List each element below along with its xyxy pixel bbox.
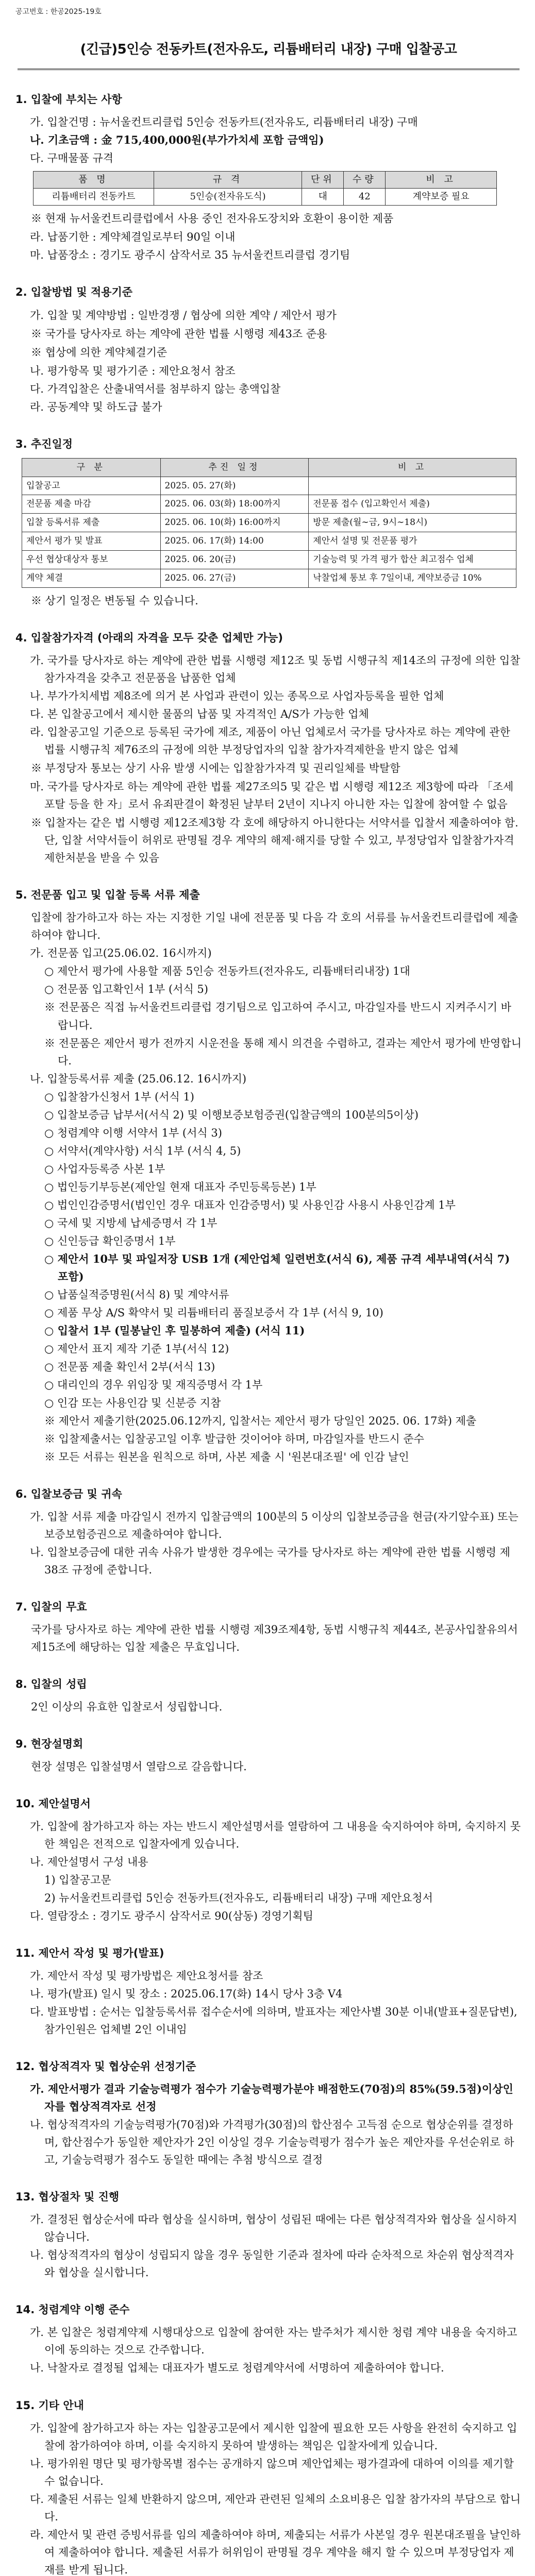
list-item: 가. 입찰에 참가하고자 하는 자는 입찰공고문에서 제시한 입찰에 필요한 모든 사항을 완전히 숙지하고 입찰에 참가하여야 하며, 이를 숙지하지 못하여 발생하는 책임은 입찰자에게 있습니다. [30,2421,517,2452]
table-cell: 2025. 06. 10(화) 16:00까지 [160,514,309,532]
table-cell: 낙찰업체 통보 후 7일이내, 계약보증금 10% [309,569,516,588]
section-site-briefing [15,1735,522,1775]
list-item: 마. 국가를 당사자로 하는 계약에 관한 법률 제27조의5 및 같은 법 시행령 제12조 제3항에 따라 「조세포탈 등을 한 자」로서 유죄판결이 확정된 날부터 2년이 지나지 아니한 자는 입찰에 참여할 수 없음 [30,781,514,811]
list-item: 가. 본 입찰은 청렴계약제 시행대상으로 입찰에 참여한 자는 발주처가 제시한 청렴 계약 내용을 숙지하고 이에 동의하는 것으로 간주합니다. [30,2326,517,2357]
table-header-row [34,171,497,188]
table-cell: 2025. 06. 17(화) 14:00 [160,532,309,551]
section-heading: 12. 협상적격자 및 협상순위 선정기준 [15,2060,196,2073]
note: ※ 전문품은 직접 뉴서울컨트리클럽 경기팀으로 입고하여 주시고, 마감일자를 반드시 지켜주시기 바랍니다. [44,1001,511,1031]
table-cell: 2025. 05. 27(화) [160,477,309,495]
section-body: 국가를 당사자로 하는 계약에 관한 법률 시행령 제39조제4항, 동법 시행규칙 제44조, 본공사입찰유의서 제15조에 해당하는 입찰 제출은 무효입니다. [31,1623,518,1653]
table-header: 수량 [344,171,386,188]
note: ※ 국가를 당사자로 하는 계약에 관한 법률 시행령 제43조 준용 [31,327,327,340]
note: ※ 부정당자 통보는 상기 사유 발생 시에는 입찰참가자격 및 권리일체를 박탈함 [31,762,400,775]
list-item: 가. 입찰 및 계약방법 : 일반경쟁 / 협상에 의한 계약 / 제안서 평가 [30,309,337,321]
table-header: 구 분 [22,458,161,477]
section-heading: 6. 입찰보증금 및 귀속 [15,1487,122,1500]
table-row [34,189,497,206]
list-item: ○ 인감 또는 사용인감 및 신분증 지참 [44,1396,221,1409]
section-heading: 8. 입찰의 성립 [15,1678,87,1691]
table-cell [309,477,516,495]
section-heading: 15. 기타 안내 [15,2399,84,2412]
section-heading: 9. 현장설명회 [15,1738,83,1751]
list-item: 나. 입찰등록서류 제출 (25.06.12. 16시까지) [30,1072,247,1085]
list-item: ○ 납품실적증명원(서식 8) 및 계약서류 [44,1288,229,1301]
list-item: 가. 결정된 협상순서에 따라 협상을 실시하며, 협상이 성립된 때에는 다른 협상적격자와 협상을 실시하지 않습니다. [30,2213,517,2244]
table-row [22,569,516,588]
list-item: 가. 제안서평가 결과 기술능력평가 점수가 기술능력평가분야 배점한도(70점)의 85%(59.5점)이상인 자를 협상적격자로 선정 [30,2082,513,2113]
schedule-table-body [22,477,516,588]
note: ※ 상기 일정은 변동될 수 있습니다. [31,595,198,607]
list-item: 다. 발표방법 : 순서는 입찰등록서류 접수순서에 의하며, 발표자는 제안사별 30분 이내(발표+질문답변), 참가인원은 업체별 2인 이내임 [30,2006,517,2036]
list-item: 라. 납품기한 : 계약체결일로부터 90일 이내 [30,231,236,244]
table-cell: 계약보증 필요 [386,189,497,206]
table-cell: 입찰 등록서류 제출 [22,514,161,532]
list-item: 나. 부가가치세법 제8조에 의거 본 사업과 관련이 있는 종목으로 사업자등록을 필한 업체 [30,690,444,703]
schedule-table [22,458,516,588]
table-cell: 제안서 평가 및 발표 [22,532,161,551]
table-cell: 전문품 제출 마감 [22,495,161,514]
note: ※ 전문품은 제안서 평가 전까지 시운전을 통해 제시 의견을 수렴하고, 결과는 제안서 평가에 반영합니다. [44,1037,522,1067]
table-cell: 기술능력 및 가격 평가 합산 최고점수 업체 [309,551,516,569]
section-negotiation-criteria [15,2058,522,2168]
section-evaluation [15,1944,522,2038]
list-item: 나. 협상적격자의 협상이 성립되지 않을 경우 동일한 기준과 절차에 따라 순차적으로 차순위 협상적격자와 협상을 실시합니다. [30,2249,514,2279]
list-item: 1) 입찰공고문 [44,1874,111,1887]
table-header: 추진 일정 [160,458,309,477]
table-cell: 방문 제출(월∼금, 9시∼18시) [309,514,516,532]
list-item: ○ 전문품 입고확인서 1부 (서식 5) [44,983,208,996]
section-submission [15,886,522,1466]
list-item: 다. 본 입찰공고에서 제시한 물품의 납품 및 자격적인 A/S가 가능한 업체 [30,708,369,721]
table-header-row [22,458,516,477]
table-row [22,477,516,495]
list-item: ○ 법인인감증명서(법인인 경우 대표자 인감증명서) 및 사용인감 사용시 사용인감계 1부 [44,1198,456,1211]
list-item: ○ 사업자등록증 사본 1부 [44,1162,165,1175]
page-title: (긴급)5인승 전동카트(전자유도, 리튬배터리 내장) 구매 입찰공고 [18,39,520,70]
list-item: ○ 제안서 표지 제작 기준 1부(서식 12) [44,1342,229,1355]
list-item: 나. 평가항목 및 평가기준 : 제안요청서 참조 [30,364,236,377]
list-item: 나. 협상적격자의 기술능력평가(70점)와 가격평가(30점)의 합산점수 고득점 순으로 협상순위를 결정하며, 합산점수가 동일한 제안자가 2인 이상일 경우 기술능력평가 점수가 높은 제안자를 우선순위로 하고, 기술능력평가 점수도 동일한 때에는 추첨 방식으로 결정 [30,2119,514,2166]
list-item: ○ 입찰서 1부 (밀봉날인 후 밀봉하여 제출) (서식 11) [44,1324,305,1337]
table-cell: 2025. 06. 27(금) [160,569,309,588]
table-cell: 42 [344,189,386,206]
section-invalid-bids [15,1598,522,1656]
list-item: ○ 입찰보증금 납부서(서식 2) 및 이행보증보험증권(입찰금액의 100분의5이상) [44,1108,419,1121]
list-item: 가. 제안서 작성 및 평가방법은 제안요청서를 참조 [30,1970,263,1982]
note: ※ 협상에 의한 계약체결기준 [31,346,168,359]
table-cell: 2025. 06. 03(화) 18:00까지 [160,495,309,514]
list-item: ○ 서약서(계약사항) 서식 1부 (서식 4, 5) [44,1144,241,1157]
table-cell: 입찰공고 [22,477,161,495]
list-item: 라. 공동계약 및 하도급 불가 [30,400,162,413]
table-cell: 대 [302,189,344,206]
section-heading: 2. 입찰방법 및 적용기준 [15,286,133,299]
list-item: ○ 신인등급 확인증명서 1부 [44,1234,176,1247]
list-item: ○ 제안서 평가에 사용할 제품 5인승 전동카트(전자유도, 리튬배터리내장) 1대 [44,965,410,978]
list-item: 나. 평가위원 명단 및 평가항목별 점수는 공개하지 않으며 제안업체는 평가결과에 대하여 이의를 제기할 수 없습니다. [30,2457,514,2487]
list-item: ○ 입찰참가신청서 1부 (서식 1) [44,1090,194,1103]
list-item: 다. 가격입찰은 산출내역서를 첨부하지 않는 총액입찰 [30,382,281,395]
note: ※ 입찰자는 같은 법 시행령 제12조제3항 각 호에 해당하지 아니한다는 서약서를 입찰서 제출하여야 함. 단, 입찰 서약서들이 허위로 판명될 경우 계약의 해제·해지를 당할 수 있고, 부정당업자 입찰참가자격제한처분을 받을 수 있음 [31,817,519,865]
table-cell: 리튬배터리 전동카트 [34,189,154,206]
note: ※ 현재 뉴서울컨트리클럽에서 사용 중인 전자유도장치와 호환이 용이한 제품 [31,212,394,225]
list-item: ○ 국세 및 지방세 납세증명서 각 1부 [44,1216,218,1229]
section-heading: 4. 입찰참가자격 (아래의 자격을 모두 갖춘 업체만 가능) [15,632,283,645]
list-item: ○ 제품 무상 A/S 확약서 및 리튬배터리 품질보증서 각 1부 (서식 9, 10) [44,1306,383,1319]
table-row [22,514,516,532]
table-row [22,551,516,569]
list-item: ○ 법인등기부등본(제안일 현재 대표자 주민등록등본) 1부 [44,1180,316,1193]
list-item: 나. 기초금액 : 金 715,400,000원(부가가치세 포함 금액임) [30,133,324,146]
section-heading: 11. 제안서 작성 및 평가(발표) [15,1947,164,1960]
section-heading: 7. 입찰의 무효 [15,1600,87,1613]
list-item: 2) 뉴서울컨트리클럽 5인승 전동카트(전자유도, 리튬배터리 내장) 구매 제안요청서 [44,1892,433,1905]
table-header: 규 격 [154,171,302,188]
section-heading: 1. 입찰에 부치는 사항 [15,93,122,106]
list-item: 가. 입찰건명 : 뉴서울컨트리클럽 5인승 전동카트(전자유도, 리튬배터리 내장) 구매 [30,115,418,128]
list-item: ○ 제안서 10부 및 파일저장 USB 1개 (제안업체 일련번호(서식 6), 제품 규격 세부내역(서식 7) 포함) [44,1252,510,1283]
list-item: 마. 납품장소 : 경기도 광주시 삼작서로 35 뉴서울컨트리클럽 경기팀 [30,249,350,262]
table-row [22,532,516,551]
list-item: 다. 제출된 서류는 일체 반환하지 않으며, 제안과 관련된 일체의 소요비용은 입찰 참가자의 부담으로 합니다. [30,2493,521,2523]
note: ※ 모든 서류는 원본을 원칙으로 하며, 사본 제출 시 '원본대조필' 에 인감 날인 [44,1450,409,1463]
section-body: 2인 이상의 유효한 입찰로서 성립합니다. [31,1701,223,1714]
list-item: 라. 입찰공고일 기준으로 등록된 국가에 제조, 제품이 아닌 업체로서 국가를 당사자로 하는 계약에 관한 법률 시행규칙 제76조의 규정에 의한 부정당업자의 입찰 참가자격제한을 받지 않은 업체 [30,726,510,756]
section-heading: 3. 추진일정 [15,437,73,450]
table-header: 품 명 [34,171,154,188]
section-integrity-contract [15,2301,522,2377]
table-cell: 제안서 설명 및 전문품 평가 [309,532,516,551]
spec-table [33,171,497,206]
notice-number: 공고번호 : 한공2025-19호 [15,8,102,16]
list-item: 라. 제안서 및 관련 증빙서류를 임의 제출하여야 하며, 제출되는 서류가 사본일 경우 원본대조필을 날인하여 제출하여야 합니다. 제출된 서류가 허위임이 판명될 경우 계약을 해지 할 수 있으며 부정당업자 제재를 받게 됩니다. [30,2528,521,2576]
section-bid-formation [15,1675,522,1716]
table-row [22,495,516,514]
section-eligibility [15,629,522,867]
section-other-info [15,2397,522,2576]
list-item: ※ 제안서 제출기한(2025.06.12까지, 입찰서는 제안서 평가 당일인 2025. 06. 17화) 제출 [44,1414,477,1427]
table-cell: 우선 협상대상자 통보 [22,551,161,569]
list-item: 가. 국가를 당사자로 하는 계약에 관한 법률 시행령 제12조 및 동법 시행규칙 제14조의 규정에 의한 입찰참가자격을 갖추고 전문품을 납품한 업체 [30,654,521,685]
list-item: ○ 청렴계약 이행 서약서 1부 (서식 3) [44,1126,222,1139]
note: ※ 입찰제출서는 입찰공고일 이후 발급한 것이어야 하며, 마감일자를 반드시 준수 [44,1432,424,1445]
section-bid-method [15,283,522,415]
section-heading: 10. 제안설명서 [15,1798,91,1810]
section-proposal-guide [15,1795,522,1925]
list-item: 나. 평가(발표) 일시 및 장소 : 2025.06.17(화) 14시 당사 3층 V4 [30,1988,343,2001]
section-negotiation-procedure [15,2188,522,2281]
table-cell: 5인승(전자유도식) [154,189,302,206]
table-cell: 계약 체결 [22,569,161,588]
list-item: ○ 전문품 제출 확인서 2부(서식 13) [44,1360,215,1373]
list-item: ○ 대리인의 경우 위임장 및 재직증명서 각 1부 [44,1378,263,1391]
list-item: 나. 낙찰자로 결정될 업체는 대표자가 별도로 청렴계약서에 서명하여 제출하여야 합니다. [30,2362,444,2375]
section-bid-items [15,91,522,264]
table-header: 단위 [302,171,344,188]
section-bid-bond [15,1485,522,1579]
section-heading: 13. 협상절차 및 진행 [15,2191,120,2204]
table-header: 비 고 [309,458,516,477]
list-item: 가. 전문품 입고(25.06.02. 16시까지) [30,947,212,960]
section-body: 현장 설명은 입찰설명서 열람으로 갈음합니다. [31,1760,247,1773]
section-heading: 5. 전문품 입고 및 입찰 등록 서류 제출 [15,889,200,902]
list-item: 다. 열람장소 : 경기도 광주시 삼작서로 90(삼동) 경영기획팀 [30,1910,313,1923]
table-cell: 2025. 06. 20(금) [160,551,309,569]
list-item: 나. 입찰보증금에 대한 귀속 사유가 발생한 경우에는 국가를 당사자로 하는 계약에 관한 법률 시행령 제38조 규정에 준합니다. [30,1546,510,1576]
list-item: 가. 입찰 서류 제출 마감일시 전까지 입찰금액의 100분의 5 이상의 입찰보증금을 현금(자기앞수표) 또는 보증보험증권으로 제출하여야 합니다. [30,1510,519,1540]
section-intro: 입찰에 참가하고자 하는 자는 지정한 기일 내에 전문품 및 다음 각 호의 서류를 뉴서울컨트리클럽에 제출하여야 합니다. [31,911,519,942]
list-item: 가. 입찰에 참가하고자 하는 자는 반드시 제안설명서를 열람하여 그 내용을 숙지하여야 하며, 숙지하지 못한 책임은 전적으로 입찰자에게 있습니다. [30,1820,521,1851]
section-schedule [15,435,522,610]
list-item: 나. 제안설명서 구성 내용 [30,1856,148,1869]
table-header: 비 고 [386,171,497,188]
list-item: 다. 구매물품 규격 [30,151,114,164]
table-cell: 전문품 접수 (입고확인서 제출) [309,495,516,514]
section-heading: 14. 청렴계약 이행 준수 [15,2303,130,2316]
